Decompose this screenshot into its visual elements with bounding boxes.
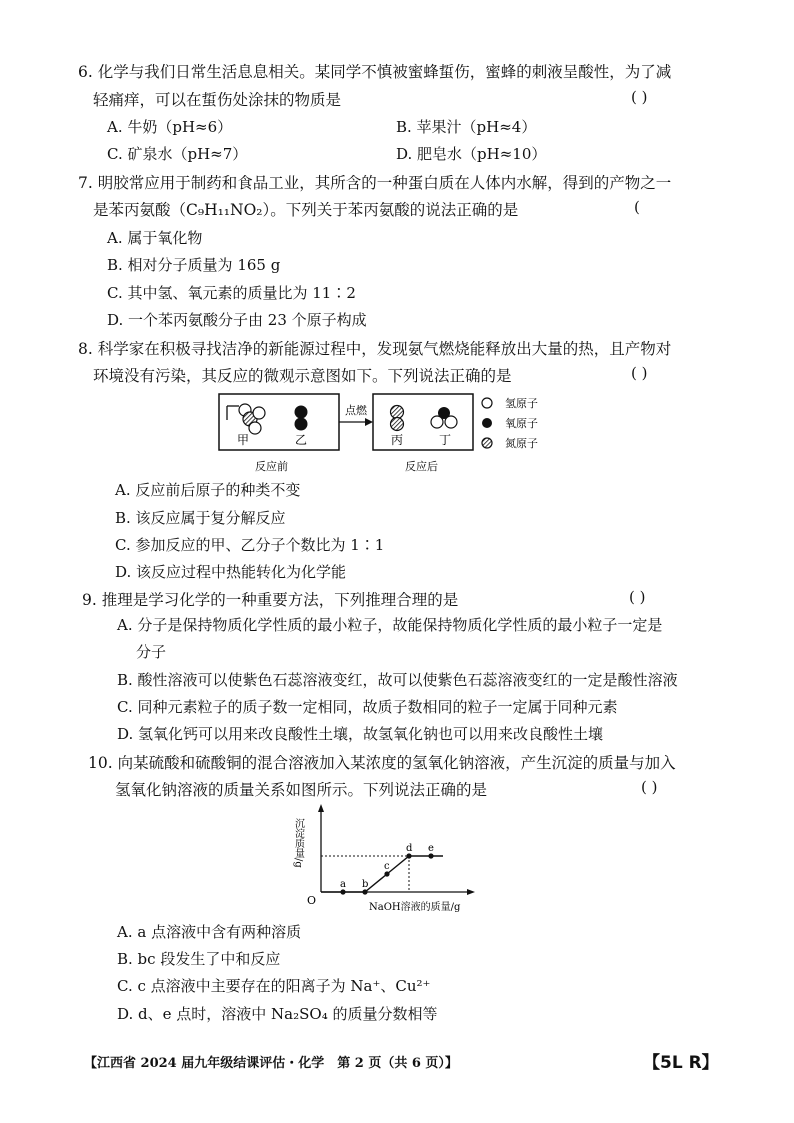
q6-option-d[interactable]: D. 肥皂水（pH≈10） [396,145,547,163]
point-label-c: c [384,861,390,872]
q9-option-c[interactable]: C. 同种元素粒子的质子数一定相同，故质子数相同的粒子一定属于同种元素 [117,698,618,716]
q9-stem: 9. 推理是学习化学的一种重要方法，下列推理合理的是 [82,591,459,609]
q10-stem-line2: 氢氧化钠溶液的质量关系如图所示。下列说法正确的是 [115,781,488,799]
before-caption: 反应前 [255,460,288,473]
q10-answer-paren[interactable]: ( ) [641,778,658,796]
q6-option-b[interactable]: B. 苹果汁（pH≈4） [396,118,537,136]
q7-stem-line2: 是苯丙氨酸（C₉H₁₁NO₂）。下列关于苯丙氨酸的说法正确的是 [93,201,519,219]
reaction-arrow-head [365,418,373,426]
point-e [428,853,433,858]
q8-answer-paren[interactable]: ( ) [631,364,648,382]
point-label-a: a [340,879,346,890]
q7-option-c[interactable]: C. 其中氢、氧元素的质量比为 11∶2 [107,284,356,302]
oxygen-molecule-yi [295,406,308,431]
y-axis-arrow [318,804,324,812]
legend-nitrogen [482,436,538,450]
y-axis-label: 沉淀质量/g [292,818,304,868]
arrow-label: 点燃 [345,404,367,417]
q7-option-d[interactable]: D. 一个苯丙氨酸分子由 23 个原子构成 [107,311,367,329]
nitrogen-molecule-bing [391,406,404,431]
q10-option-c[interactable]: C. c 点溶液中主要存在的阳离子为 Na⁺、Cu²⁺ [117,977,431,995]
point-d [406,853,411,858]
q8-option-c[interactable]: C. 参加反应的甲、乙分子个数比为 1∶1 [115,536,385,554]
point-label-d: d [406,843,413,854]
q10-option-a[interactable]: A. a 点溶液中含有两种溶质 [117,923,302,941]
q10-stem-line1: 10. 向某硫酸和硫酸铜的混合溶液加入某浓度的氢氧化钠溶液，产生沉淀的质量与加入 [88,754,676,772]
point-a [340,889,345,894]
precipitate-chart [285,800,485,918]
footer-code: 【5L R】 [643,1053,719,1073]
q7-option-b[interactable]: B. 相对分子质量为 165 g [107,256,281,274]
q8-option-a[interactable]: A. 反应前后原子的种类不变 [115,481,301,499]
point-label-b: b [362,879,369,890]
origin-label: O [307,894,317,907]
legend-oxygen [482,416,538,430]
q9-option-a-line2[interactable]: 分子 [136,643,167,661]
q8-option-d[interactable]: D. 该反应过程中热能转化为化学能 [115,563,347,581]
q8-stem-line2: 环境没有污染，其反应的微观示意图如下。下列说法正确的是 [93,367,512,385]
label-jia: 甲 [237,433,250,447]
q6-stem-line2: 轻痛痒，可以在蜇伤处涂抹的物质是 [93,91,342,109]
label-bing: 丙 [391,433,404,447]
x-axis-arrow [467,889,475,895]
after-box [373,394,473,450]
q9-answer-paren[interactable]: ( ) [629,588,646,606]
q9-option-d[interactable]: D. 氢氧化钙可以用来改良酸性土壤，故氢氧化钠也可以用来改良酸性土壤 [117,725,604,743]
q6-stem-line1: 6. 化学与我们日常生活息息相关。某同学不慎被蜜蜂蜇伤，蜜蜂的刺液呈酸性，为了减 [78,63,672,81]
q6-answer-paren[interactable]: ( ) [631,88,648,106]
q10-option-d[interactable]: D. d、e 点时，溶液中 Na₂SO₄ 的质量分数相等 [117,1005,438,1023]
point-c [384,871,389,876]
q6-option-c[interactable]: C. 矿泉水（pH≈7） [107,145,248,163]
q10-option-b[interactable]: B. bc 段发生了中和反应 [117,950,281,968]
q6-option-a[interactable]: A. 牛奶（pH≈6） [107,118,233,136]
point-b [362,889,367,894]
ammonia-molecule-jia [227,404,265,434]
label-yi: 乙 [295,433,308,447]
after-caption: 反应后 [405,460,438,473]
legend-hydrogen-label: 氢原子 [505,397,538,410]
legend-nitrogen-label: 氮原子 [505,437,538,450]
water-molecule-ding [431,407,457,428]
reaction-diagram [215,386,575,476]
q7-answer-paren[interactable]: ( [634,198,640,216]
x-axis-label: NaOH溶液的质量/g [369,902,461,913]
legend-oxygen-label: 氧原子 [505,417,538,430]
q9-option-b[interactable]: B. 酸性溶液可以使紫色石蕊溶液变红，故可以使紫色石蕊溶液变红的一定是酸性溶液 [117,671,678,689]
legend-hydrogen [482,396,538,410]
q9-option-a-line1[interactable]: A. 分子是保持物质化学性质的最小粒子，故能保持物质化学性质的最小粒子一定是 [117,616,663,634]
label-ding: 丁 [439,433,452,447]
q7-option-a[interactable]: A. 属于氧化物 [107,229,203,247]
q8-stem-line1: 8. 科学家在积极寻找洁净的新能源过程中，发现氨气燃烧能释放出大量的热，且产物对 [78,340,672,358]
q7-stem-line1: 7. 明胶常应用于制药和食品工业，其所含的一种蛋白质在人体内水解，得到的产物之一 [78,174,672,192]
footer-exam-info: 【江西省 2024 届九年级结课评估・化学 第 2 页（共 6 页）】 [84,1056,458,1071]
q8-option-b[interactable]: B. 该反应属于复分解反应 [115,509,286,527]
point-label-e: e [428,843,434,854]
